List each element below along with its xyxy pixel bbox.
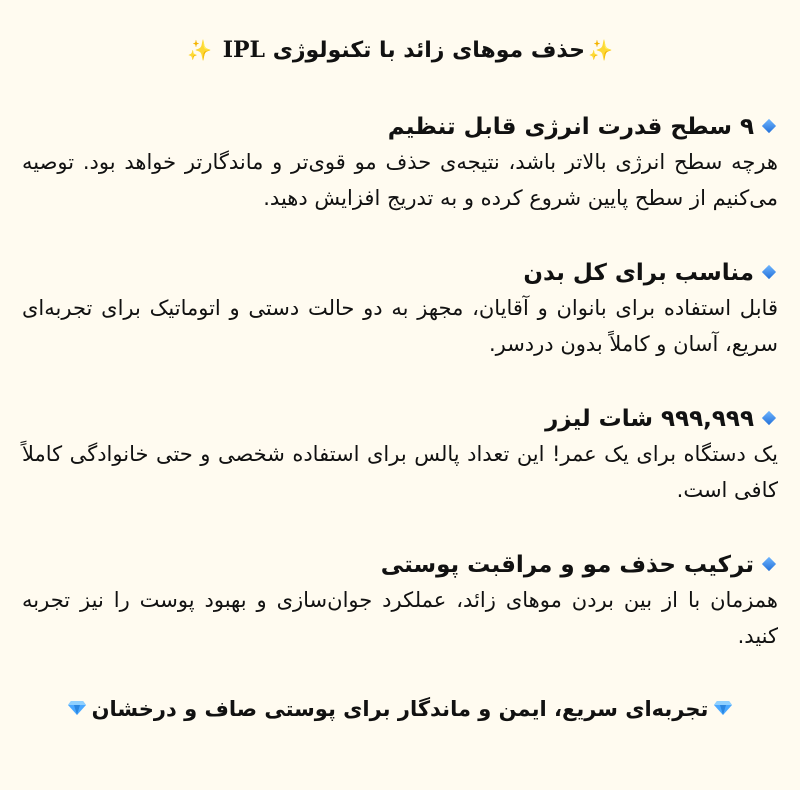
sparkle-icon: ✨ <box>587 38 613 62</box>
small-blue-diamond-icon <box>762 118 776 132</box>
footer-text: تجربه‌ای سریع، ایمن و ماندگار برای پوستی صاف و درخشان <box>91 697 709 721</box>
sparkle-icon: ✨ <box>187 38 213 62</box>
section-heading <box>22 402 778 436</box>
feature-section <box>22 110 778 216</box>
page-title <box>22 30 778 70</box>
section-body: همزمان با از بین بردن موهای زائد، عملکرد جوان‌سازی و بهبود پوست را نیز تجربه کنید. <box>22 588 778 648</box>
feature-section <box>22 402 778 508</box>
section-heading-text: ۹۹۹,۹۹۹ شات لیزر <box>545 406 754 432</box>
section-heading-text: ۹ سطح قدرت انرژی قابل تنظیم <box>387 114 754 140</box>
gem-icon <box>714 701 732 715</box>
section-heading-text: مناسب برای کل بدن <box>523 260 754 286</box>
section-heading <box>22 110 778 144</box>
feature-section <box>22 548 778 654</box>
title-text: حذف موهای زائد با تکنولوژی <box>272 38 585 63</box>
section-body: قابل استفاده برای بانوان و آقایان، مجهز به دو حالت دستی و اتوماتیک برای تجربه‌ای سریع، آسان و کاملاً بدون دردسر. <box>22 296 778 356</box>
small-blue-diamond-icon <box>762 410 776 424</box>
section-body: یک دستگاه برای یک عمر! این تعداد پالس برای استفاده شخصی و حتی خانوادگی کاملاً کافی است. <box>22 442 778 502</box>
feature-section <box>22 256 778 362</box>
small-blue-diamond-icon <box>762 556 776 570</box>
section-heading-text: ترکیب حذف مو و مراقبت پوستی <box>380 552 754 578</box>
section-heading <box>22 256 778 290</box>
gem-icon <box>68 701 86 715</box>
section-body: هرچه سطح انرژی بالاتر باشد، نتیجه‌ی حذف مو قوی‌تر و ماندگارتر خواهد بود. توصیه می‌کنیم از سطح پایین شروع کرده و به تدریج افزایش دهید. <box>22 150 778 210</box>
title-brand: IPL <box>222 37 266 63</box>
small-blue-diamond-icon <box>762 264 776 278</box>
section-heading <box>22 548 778 582</box>
footer-tagline <box>22 692 778 726</box>
